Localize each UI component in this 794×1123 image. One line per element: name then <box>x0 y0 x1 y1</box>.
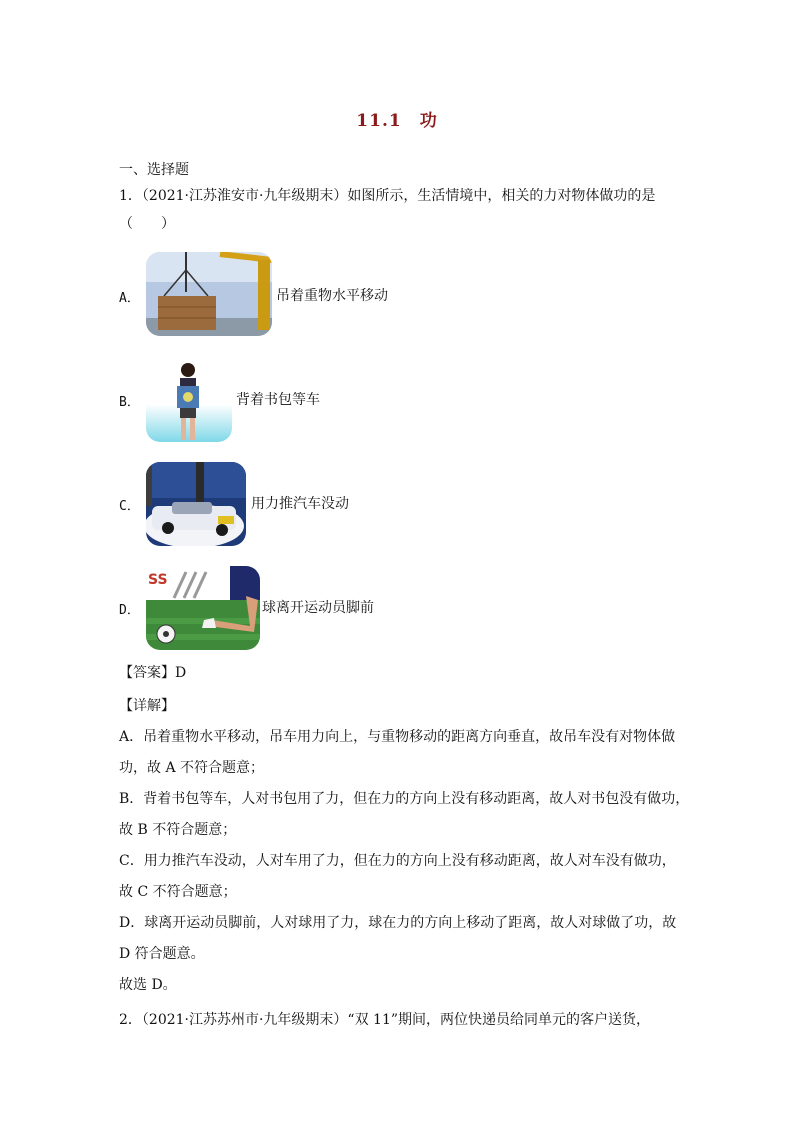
option-b-text: 背着书包等车 <box>236 392 320 408</box>
option-a-text: 吊着重物水平移动 <box>276 288 388 304</box>
question-2-stem: 2．（2021·江苏苏州市·九年级期末）“双 11”期间，两位快递员给同单元的客户送货， <box>119 1012 651 1028</box>
option-a-letter: A． <box>119 291 140 306</box>
detail-line: D．球离开运动员脚前，人对球用了力，球在力的方向上移动了距离，故人对球做了功，故 <box>119 915 677 931</box>
option-d-letter: D． <box>119 603 140 618</box>
detail-line: A．吊着重物水平移动，吊车用力向上，与重物移动的距离方向垂直，故吊车没有对物体做 <box>119 729 676 745</box>
detail-line: B．背着书包等车，人对书包用了力，但在力的方向上没有移动距离，故人对书包没有做功， <box>119 791 690 807</box>
svg-text:SS: SS <box>148 572 168 588</box>
detail-line: D 符合题意。 <box>119 946 205 962</box>
detail-line: C．用力推汽车没动，人对车用了力，但在力的方向上没有移动距离，故人对车没有做功， <box>119 853 676 869</box>
section-heading: 一、选择题 <box>119 162 189 178</box>
detail-line: 故 C 不符合题意； <box>119 884 237 900</box>
answer-line: 【答案】D <box>119 665 187 681</box>
option-c-text: 用力推汽车没动 <box>251 496 349 512</box>
question-1-stem: 1．（2021·江苏淮安市·九年级期末）如图所示，生活情境中，相关的力对物体做功的是 <box>119 188 656 204</box>
question-1-bracket: （ ） <box>119 216 175 232</box>
detail-line: 功，故 A 不符合题意； <box>119 760 265 776</box>
page-title: 11.1 功 <box>356 111 438 131</box>
option-a-image <box>146 252 272 336</box>
option-b-letter: B． <box>119 395 140 410</box>
detail-line: 故 B 不符合题意； <box>119 822 237 838</box>
conclusion-line: 故选 D。 <box>119 977 177 993</box>
option-c-image <box>146 462 246 546</box>
detail-heading: 【详解】 <box>119 698 175 714</box>
option-d-image <box>146 566 260 650</box>
option-d-text: 球离开运动员脚前 <box>262 600 374 616</box>
option-c-letter: C． <box>119 499 140 514</box>
option-b-image <box>146 358 232 442</box>
